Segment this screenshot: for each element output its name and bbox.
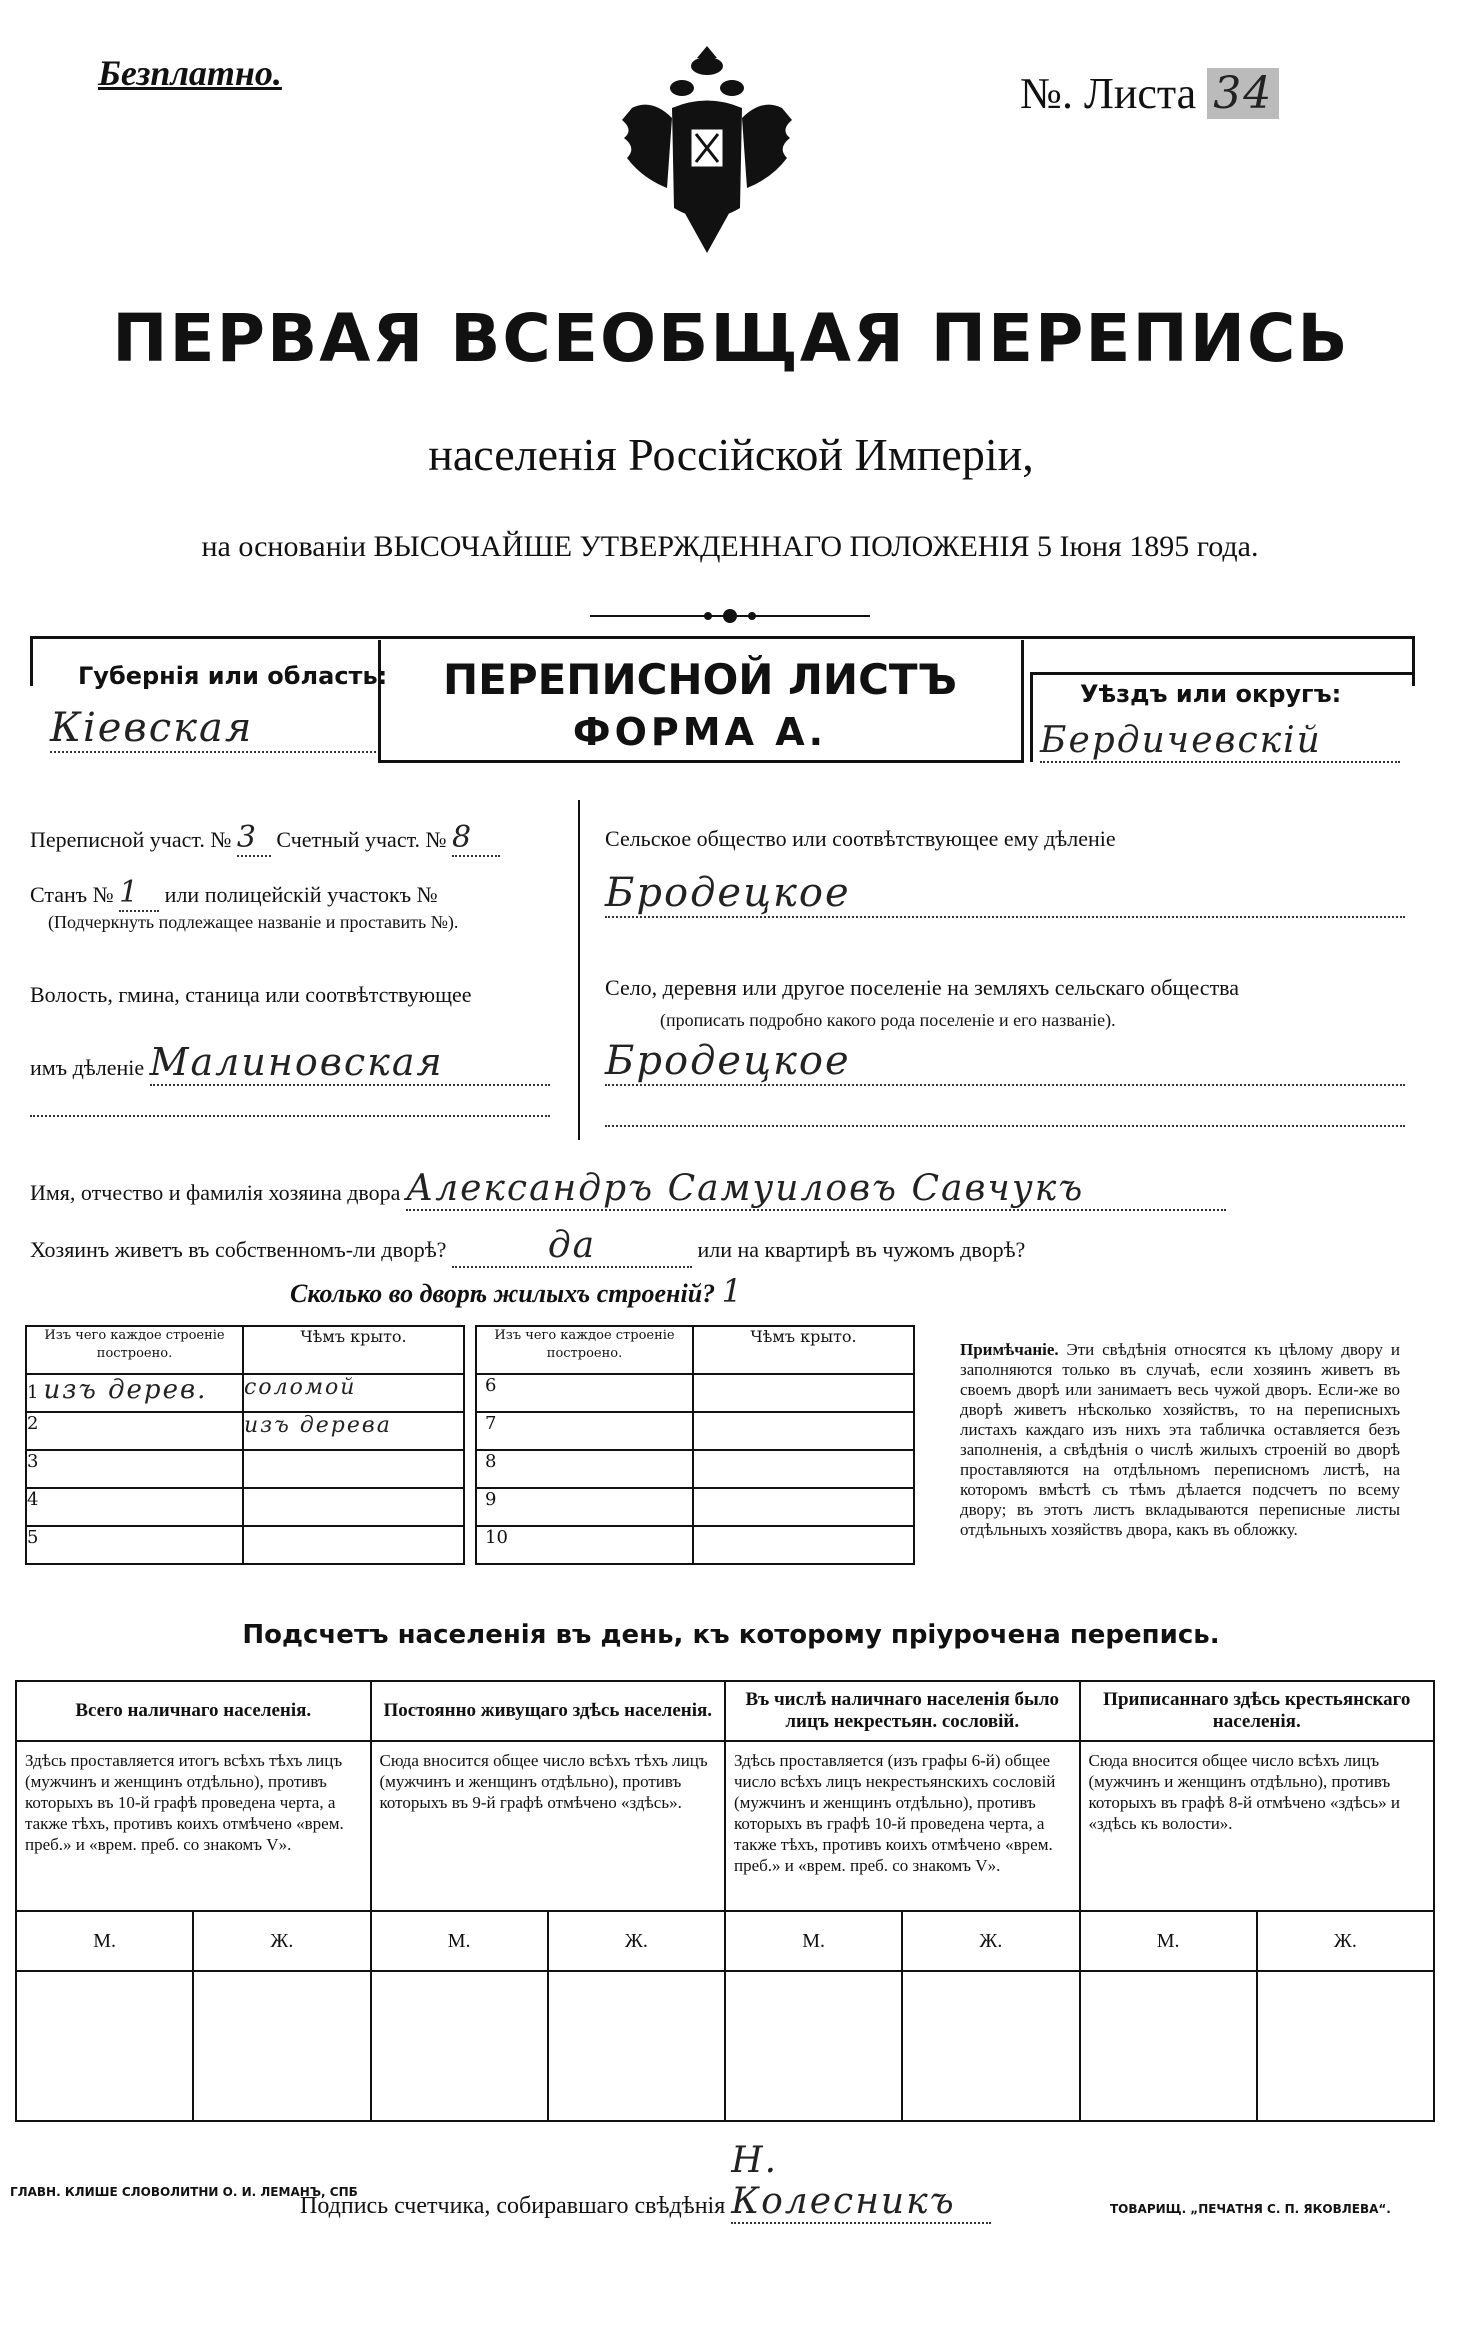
table-cell — [243, 1488, 464, 1526]
schetny-value: 8 — [452, 820, 500, 857]
gubernia-value: Кіевская — [50, 705, 380, 753]
ornament-divider — [590, 606, 870, 626]
sheet-no-label-text: №. Листа — [1020, 69, 1197, 118]
buildings-label: Сколько во дворѣ жилыхъ строеній? — [290, 1279, 716, 1308]
table-row: 1 изъ дерев. — [26, 1374, 243, 1412]
pop-zh-2: Ж. — [548, 1911, 725, 1971]
owner-rent-label: или на квартирѣ въ чужомъ дворѣ? — [697, 1237, 1026, 1262]
form-header-top-rule — [30, 636, 1415, 639]
pop-value-cell — [16, 1971, 193, 2121]
pop-zh-1: Ж. — [193, 1911, 370, 1971]
uchast-value: 3 — [237, 820, 271, 857]
table-row: 10 — [476, 1526, 693, 1564]
owner-lives-value: да — [452, 1225, 692, 1268]
table-row: 3 — [26, 1450, 243, 1488]
selo-extra-line — [605, 1125, 1405, 1127]
sheet-number-label — [1020, 68, 1279, 119]
table-row: 7 — [476, 1412, 693, 1450]
table-row: 8 — [476, 1450, 693, 1488]
pop-value-cell — [725, 1971, 902, 2121]
stan-row — [30, 875, 438, 912]
sheet-no-value: 34 — [1207, 68, 1279, 119]
pop-m-3: М. — [725, 1911, 902, 1971]
owner-name-value: Александръ Самуиловъ Савчукъ — [406, 1168, 1226, 1211]
imperial-eagle-icon — [612, 38, 802, 258]
pop-m-1: М. — [16, 1911, 193, 1971]
population-table — [15, 1680, 1435, 2122]
subtitle: населенія Россійской Имперіи, — [428, 429, 1034, 480]
volost-value: Малиновская — [150, 1040, 550, 1086]
volost-extra-line — [30, 1115, 550, 1117]
fields-center-divider — [578, 800, 580, 1140]
form-title: ПЕРЕПИСНОЙ ЛИСТЪ — [442, 655, 958, 704]
buildings-value: 1 — [721, 1272, 745, 1310]
police-note: (Подчеркнуть подлежащее названіе и проставить №). — [48, 912, 459, 932]
pop-value-cell — [371, 1971, 548, 2121]
table-cell — [243, 1526, 464, 1564]
pop-col3-head: Въ числѣ наличнаго населенія было лицъ некрестьян. сословій. — [725, 1681, 1080, 1741]
owner-name-row — [30, 1168, 1226, 1211]
form-header-left-rule — [30, 636, 33, 686]
stan-value: 1 — [119, 875, 159, 912]
basis-line: на основаніи ВЫСОЧАЙШЕ УТВЕРЖДЕННАГО ПОЛОЖЕНІЯ 5 Іюня 1895 года. — [201, 530, 1259, 563]
table-cell — [243, 1450, 464, 1488]
owner-name-label: Имя, отчество и фамилія хозяина двора — [30, 1180, 401, 1205]
table-row: 6 — [476, 1374, 693, 1412]
selo-note: (прописать подробно какого рода поселеніе и его названіе). — [660, 1010, 1116, 1030]
population-title: Подсчетъ населенія въ день, къ которому пріурочена перепись. — [242, 1620, 1220, 1650]
signature-row — [300, 2140, 991, 2224]
pop-col4-desc: Сюда вносится общее число всѣхъ лицъ (мужчинъ и женщинъ отдѣльно), противъ которыхъ въ графѣ 8-й отмѣчено «здѣсь» и «здѣсь къ волости». — [1080, 1741, 1435, 1911]
signature-label: Подпись счетчика, собиравшаго свѣдѣнія — [300, 2193, 726, 2219]
pop-value-cell — [548, 1971, 725, 2121]
selo-label: Село, деревня или другое поселеніе на земляхъ сельскаго общества — [605, 975, 1240, 1000]
owner-lives-row — [30, 1225, 1025, 1268]
uezd-box-top — [1030, 672, 1415, 675]
table-row: 4 — [26, 1488, 243, 1526]
pop-value-cell — [902, 1971, 1079, 2121]
pop-col2-desc: Сюда вносится общее число всѣхъ тѣхъ лицъ (мужчинъ и женщинъ отдѣльно), противъ которыхъ въ 9-й графѣ отмѣчено «здѣсь». — [371, 1741, 726, 1911]
table-cell: соломой — [243, 1374, 464, 1412]
form-subtitle: ФОРМА А. — [572, 710, 828, 754]
uezd-label: Уѣздъ или округъ: — [1080, 680, 1342, 708]
pop-m-2: М. — [371, 1911, 548, 1971]
uezd-box-left — [1030, 672, 1033, 762]
table-cell — [693, 1488, 914, 1526]
table-cell — [693, 1526, 914, 1564]
pop-zh-3: Ж. — [902, 1911, 1079, 1971]
note-lead: Примѣчаніе. — [960, 1340, 1059, 1359]
col-roof-head: Чѣмъ крыто. — [243, 1326, 464, 1374]
form-header-right-rule — [1412, 636, 1415, 686]
pop-col3-desc: Здѣсь проставляется (изъ графы 6-й) общее число всѣхъ лицъ некрестьянскихъ сословій (мужчинъ и женщинъ отдѣльно), противъ которыхъ въ графѣ 10-й проведена черта, а также тѣхъ, противъ коихъ отмѣчено «врем. преб.» и «врем. преб. со знакомъ V». — [725, 1741, 1080, 1911]
pop-m-4: М. — [1080, 1911, 1257, 1971]
uchast-row — [30, 820, 500, 857]
pop-col4-head: Приписаннаго здѣсь крестьянскаго населенія. — [1080, 1681, 1435, 1741]
note-block — [960, 1340, 1400, 1540]
volost-label: Волость, гмина, станица или соотвѣтствующее — [30, 982, 472, 1007]
table-row: 2 — [26, 1412, 243, 1450]
obshchestvo-label: Сельское общество или соотвѣтствующее ему дѣленіе — [605, 826, 1116, 851]
signature-value: Н. Колесникъ — [731, 2140, 991, 2224]
owner-lives-label: Хозяинъ живетъ въ собственномъ-ли дворѣ? — [30, 1237, 447, 1262]
delenie-label: имъ дѣленіе — [30, 1055, 145, 1080]
schetny-label: Счетный участ. № — [276, 827, 447, 852]
pop-value-cell — [1257, 1971, 1434, 2121]
pop-value-cell — [1080, 1971, 1257, 2121]
table-cell — [693, 1450, 914, 1488]
table-row: 9 — [476, 1488, 693, 1526]
pop-col1-desc: Здѣсь проставляется итогъ всѣхъ тѣхъ лицъ (мужчинъ и женщинъ отдѣльно), противъ которыхъ въ 10-й графѣ проведена черта, а также тѣхъ, противъ коихъ отмѣчено «врем. преб.» и «врем. преб. со знакомъ V». — [16, 1741, 371, 1911]
buildings-table-left — [25, 1325, 465, 1565]
free-label: Безплатно. — [98, 53, 282, 93]
pop-zh-4: Ж. — [1257, 1911, 1434, 1971]
printer-right: ТОВАРИЩ. „ПЕЧАТНЯ С. П. ЯКОВЛЕВА“. — [1110, 2202, 1391, 2216]
col-material-head: Изъ чего каждое строеніе построено. — [26, 1326, 243, 1374]
main-title: ПЕРВАЯ ВСЕОБЩАЯ ПЕРЕПИСЬ — [112, 300, 1350, 377]
note-text: Эти свѣдѣнія относятся къ цѣлому двору и заполняются только въ случаѣ, если хозяинъ живетъ въ своемъ дворѣ или занимаетъ весь чужой дворъ. Если-же во дворѣ живетъ нѣсколько хозяйствъ, то на переписныхъ листахъ каждаго изъ нихъ эта табличка оставляется безъ заполненія, а свѣдѣнія о числѣ жилыхъ строеній во дворѣ проставляются на отдѣльномъ переписномъ листѣ, на которомъ вмѣстѣ съ тѣмъ дѣлается подсчетъ по всему двору; въ этотъ листъ вкладываются переписные листы отдѣльныхъ хозяйствъ двора, какъ въ обложку. — [960, 1340, 1400, 1539]
pop-col2-head: Постоянно живущаго здѣсь населенія. — [371, 1681, 726, 1741]
table-cell — [693, 1374, 914, 1412]
printer-left: ГЛАВН. КЛИШЕ СЛОВОЛИТНИ О. И. ЛЕМАНЪ, СПБ — [10, 2185, 358, 2199]
buildings-row — [290, 1272, 744, 1310]
pop-value-cell — [193, 1971, 370, 2121]
pop-col1-head: Всего наличнаго населенія. — [16, 1681, 371, 1741]
table-cell — [693, 1412, 914, 1450]
uchast-label: Переписной участ. № — [30, 827, 232, 852]
col-material-head-2: Изъ чего каждое строеніе построено. — [476, 1326, 693, 1374]
obshchestvo-value: Бродецкое — [605, 870, 1405, 918]
table-row: 5 — [26, 1526, 243, 1564]
uezd-value: Бердичевскій — [1040, 720, 1400, 763]
selo-value: Бродецкое — [605, 1038, 1405, 1086]
stan-label: Станъ № — [30, 882, 114, 907]
col-roof-head-2: Чѣмъ крыто. — [693, 1326, 914, 1374]
table-cell: изъ дерева — [243, 1412, 464, 1450]
gubernia-label: Губернія или область: — [78, 662, 388, 690]
buildings-table-right — [475, 1325, 915, 1565]
delenie-row — [30, 1040, 550, 1086]
police-label: или полицейскій участокъ № — [164, 882, 438, 907]
